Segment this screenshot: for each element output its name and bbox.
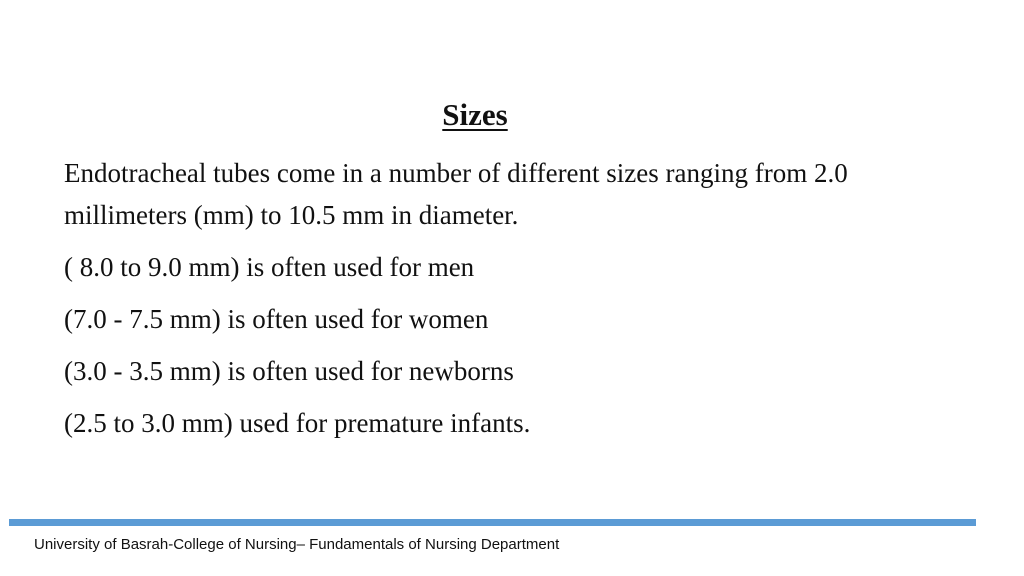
paragraph-women: (7.0 - 7.5 mm) is often used for women bbox=[64, 304, 489, 334]
paragraph-premature-infants: (2.5 to 3.0 mm) used for premature infants. bbox=[64, 408, 531, 438]
slide-title: Sizes bbox=[442, 97, 508, 132]
footer-text: University of Basrah-College of Nursing– Fundamentals of Nursing Department bbox=[34, 536, 560, 553]
footer-divider bbox=[9, 519, 976, 526]
slide-body bbox=[64, 152, 964, 444]
paragraph-men: ( 8.0 to 9.0 mm) is often used for men bbox=[64, 252, 475, 282]
paragraph-intro: Endotracheal tubes come in a number of different sizes ranging from 2.0 millimeters (mm) to 10.5 mm in diameter. bbox=[64, 158, 848, 230]
paragraph-newborns: (3.0 - 3.5 mm) is often used for newborns bbox=[64, 356, 514, 386]
